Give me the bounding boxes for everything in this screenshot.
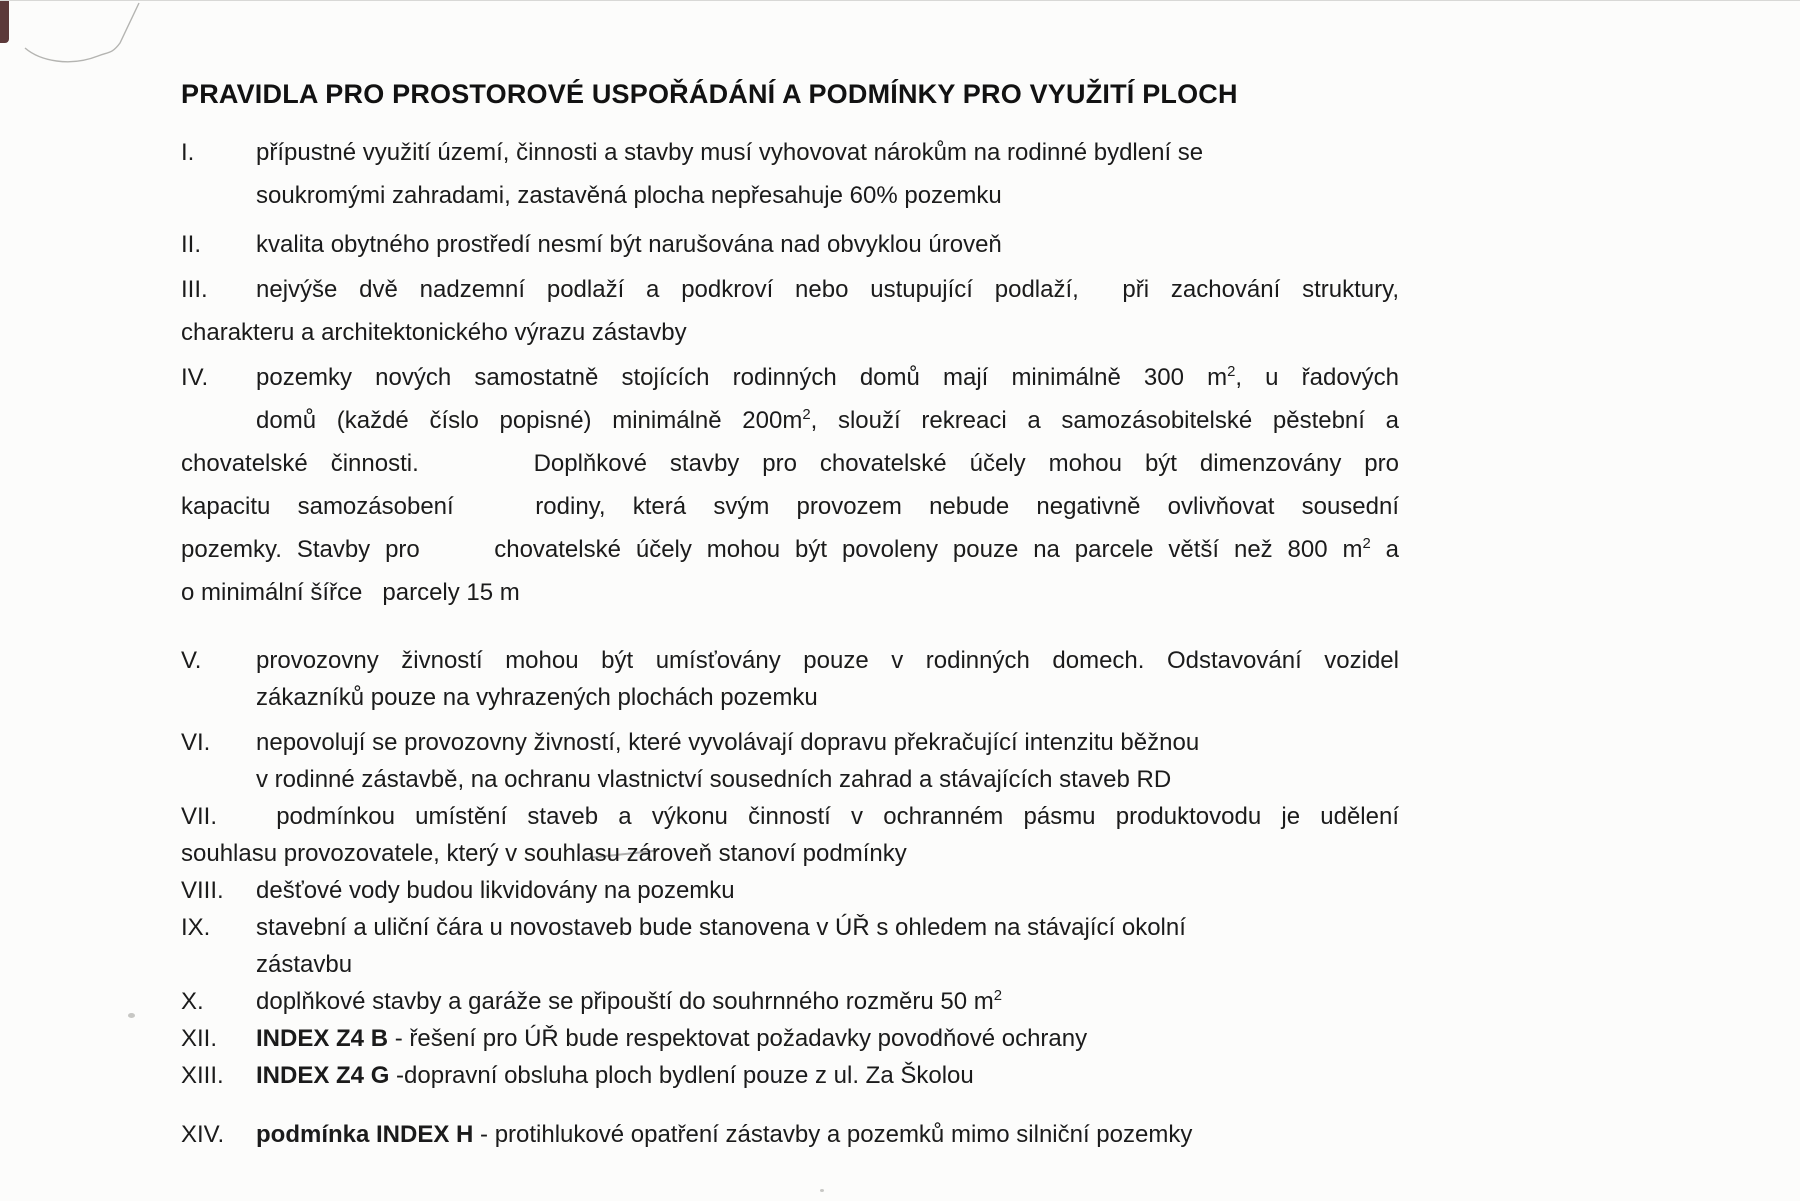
item-xiv [181, 1116, 1399, 1153]
item-line [181, 485, 1399, 528]
item-i [181, 131, 1399, 217]
item-numeral: V. [181, 647, 202, 674]
item-text: INDEX Z4 G -dopravní obsluha ploch bydlení pouze z ul. Za Školou [256, 1062, 974, 1089]
item-numeral: III. [181, 276, 208, 303]
item-line [181, 571, 1399, 614]
item-vii [181, 798, 1399, 872]
item-numeral: II. [181, 231, 202, 258]
item-text: nejvýše dvě nadzemní podlaží a podkroví nebo ustupující podlaží, při zachování struktury, [256, 276, 1399, 303]
item-text: charakteru a architektonického výrazu zástavby [181, 319, 687, 346]
item-line [181, 528, 1399, 571]
item-text: kvalita obytného prostředí nesmí být narušována nad obvyklou úroveň [256, 231, 1002, 258]
item-line [181, 798, 1399, 835]
item-line [181, 835, 1399, 872]
item-line [181, 131, 1399, 174]
item-ii [181, 223, 1399, 266]
item-text: o minimální šířce parcely 15 m [181, 579, 520, 606]
item-text: nepovolují se provozovny živností, které vyvolávají dopravu překračující intenzitu běžnou [256, 729, 1200, 756]
item-iv [181, 356, 1399, 614]
item-text: soukromými zahradami, zastavěná plocha nepřesahuje 60% pozemku [256, 182, 1002, 209]
item-line [181, 174, 1399, 217]
item-line [181, 1057, 1399, 1094]
item-line [181, 1116, 1399, 1153]
scan-speck [820, 1189, 824, 1192]
item-text: stavební a uliční čára u novostaveb bude stanovena v ÚŘ s ohledem na stávající okolní [256, 914, 1186, 941]
item-line [181, 399, 1399, 442]
item-line [181, 983, 1399, 1020]
item-vi [181, 724, 1399, 798]
item-numeral: VI. [181, 729, 211, 756]
item-ix [181, 909, 1399, 983]
item-line [181, 1020, 1399, 1057]
item-text: zákazníků pouze na vyhrazených plochách pozemku [256, 684, 818, 711]
item-line [181, 724, 1399, 761]
item-text: podmínka INDEX H - protihlukové opatření zástavby a pozemků mimo silniční pozemky [256, 1121, 1193, 1148]
item-text: doplňkové stavby a garáže se připouští do souhrnného rozměru 50 $m^2$ [256, 988, 1003, 1015]
item-text: souhlasu provozovatele, který v souhlasu zároveň stanoví podmínky [181, 840, 907, 867]
item-xii [181, 1020, 1399, 1057]
item-numeral: XIV. [181, 1121, 225, 1148]
item-text: chovatelské činnosti. Doplňkové stavby pro chovatelské účely mohou být dimenzovány pro [181, 450, 1399, 477]
item-line [181, 268, 1399, 311]
item-text: kapacitu samozásobení rodiny, která svým provozem nebude negativně ovlivňovat sousední [181, 493, 1399, 520]
item-text: pozemky. Stavby pro chovatelské účely mohou být povoleny pouze na parcele větší než 800 $m^2$ a [181, 536, 1400, 563]
item-v [181, 642, 1399, 716]
item-line [181, 909, 1399, 946]
item-numeral: IV. [181, 364, 209, 391]
item-iii [181, 268, 1399, 354]
item-numeral: XIII. [181, 1062, 224, 1089]
document-body [181, 1, 1399, 1153]
item-numeral: XII. [181, 1025, 218, 1052]
item-x [181, 983, 1399, 1020]
item-text: podmínkou umístění staveb a výkonu činností v ochranném pásmu produktovodu je udělení [256, 803, 1399, 830]
item-line [181, 311, 1399, 354]
item-text: INDEX Z4 B - řešení pro ÚŘ bude respektovat požadavky povodňové ochrany [256, 1025, 1088, 1052]
item-text: zástavbu [256, 951, 353, 978]
item-line [181, 223, 1399, 266]
page-title: PRAVIDLA PRO PROSTOROVÉ USPOŘÁDÁNÍ A PODMÍNKY PRO VYUŽITÍ PLOCH [181, 79, 1238, 109]
item-text: v rodinné zástavbě, na ochranu vlastnictví sousedních zahrad a stávajících staveb RD [256, 766, 1172, 793]
items-list [181, 131, 1399, 1153]
item-text: dešťové vody budou likvidovány na pozemku [256, 877, 735, 904]
item-line [181, 642, 1399, 679]
scan-crease-line [0, 1, 170, 76]
item-numeral: X. [181, 988, 204, 1015]
item-numeral: I. [181, 139, 195, 166]
item-numeral: VIII. [181, 877, 224, 904]
item-viii [181, 872, 1399, 909]
item-text: domů (každé číslo popisné) minimálně $200m^2$, slouží rekreaci a samozásobitelské pěstební a [256, 407, 1399, 434]
item-line [181, 946, 1399, 983]
item-numeral: IX. [181, 914, 211, 941]
item-xiii [181, 1057, 1399, 1094]
item-text: provozovny živností mohou být umísťovány pouze v rodinných domech. Odstavování vozidel [256, 647, 1399, 674]
item-text: přípustné využití území, činnosti a stavby musí vyhovovat nárokům na rodinné bydlení se [256, 139, 1204, 166]
item-line [181, 872, 1399, 909]
scan-corner-mark [0, 1, 9, 43]
item-line [181, 442, 1399, 485]
item-line [181, 356, 1399, 399]
item-text: pozemky nových samostatně stojících rodinných domů mají minimálně 300 $m^2$, u řadových [256, 364, 1400, 391]
item-line [181, 679, 1399, 716]
item-line [181, 761, 1399, 798]
item-numeral: VII. [181, 803, 218, 830]
scan-speck [128, 1013, 135, 1018]
